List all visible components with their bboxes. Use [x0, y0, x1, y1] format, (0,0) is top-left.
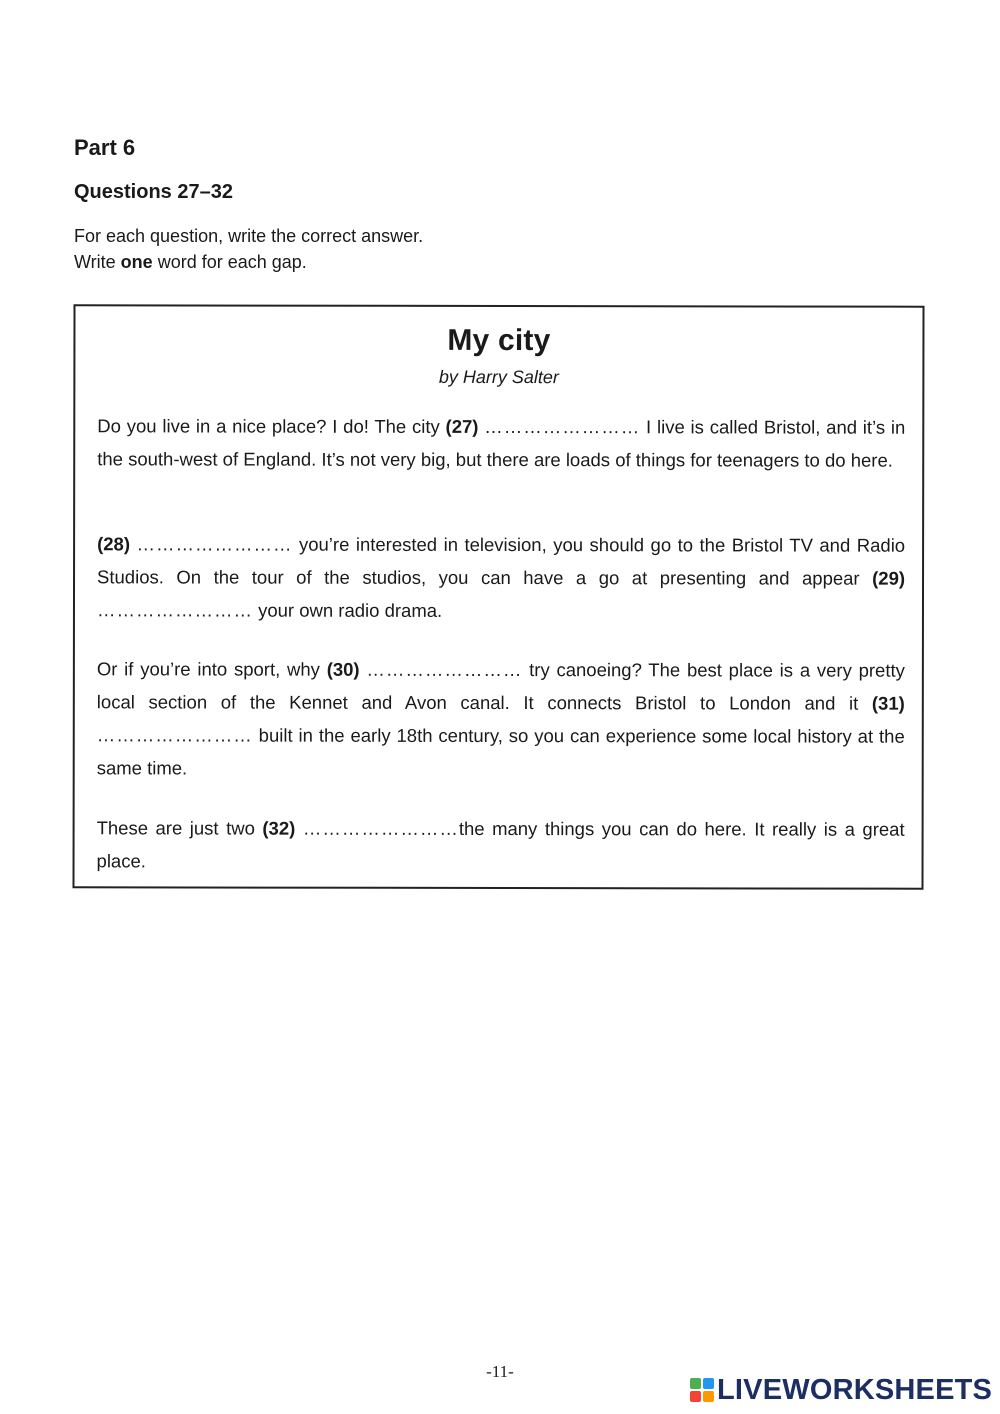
question-27-number: (27) — [445, 415, 479, 437]
question-30-number: (30) — [326, 658, 360, 680]
paragraph-2 — [97, 527, 905, 627]
paragraph-3 — [97, 652, 905, 785]
liveworksheets-logo-icon — [690, 1378, 714, 1402]
brand-name: LIVEWORKSHEETS — [717, 1373, 993, 1406]
instruction-emphasis: one — [120, 252, 153, 272]
instruction-text: word for each gap. — [152, 252, 307, 272]
passage-box — [72, 304, 924, 889]
question-31-number: (31) — [871, 692, 905, 714]
gap-28[interactable]: …………………… — [136, 533, 293, 555]
gap-30[interactable]: …………………… — [366, 658, 523, 681]
passage-byline: by Harry Salter — [438, 366, 559, 388]
paragraph-text: Or if you’re into sport, why — [96, 658, 327, 680]
gap-31[interactable]: …………………… — [96, 724, 253, 746]
paragraph-text: your own radio drama. — [252, 599, 443, 621]
instruction-text: Write — [74, 252, 121, 272]
paragraph-text: I live is called Bristol, and it’s in the south-west of England. It’s not very big, but there are loads of things for teenagers to do here. — [97, 416, 906, 471]
part-title: Part 6 — [74, 135, 136, 160]
passage-title: My city — [447, 323, 551, 358]
questions-title: Questions 27–32 — [74, 181, 233, 203]
paragraph-text: try canoeing? The best place is a very pretty local section of the Kennet and Avon canal. It connects Bristol to London and it — [96, 659, 905, 714]
logo-square-green — [690, 1378, 701, 1389]
paragraph-4 — [97, 811, 905, 878]
gap-29[interactable]: …………………… — [96, 599, 253, 621]
instruction-line-1: For each question, write the correct answer. — [74, 226, 424, 246]
liveworksheets-brand[interactable] — [690, 1374, 992, 1406]
logo-square-red — [690, 1391, 701, 1402]
page-number: -11- — [486, 1362, 514, 1381]
gap-32[interactable]: …………………… — [302, 817, 459, 839]
paragraph-text: built in the early 18th century, so you can experience some local history at the same time. — [96, 724, 905, 779]
question-28-number: (28) — [97, 533, 131, 555]
gap-27[interactable]: …………………… — [484, 415, 641, 438]
question-29-number: (29) — [872, 567, 906, 589]
paragraph-text: Do you live in a nice place? I do! The city — [97, 415, 446, 437]
instruction-line-2 — [74, 249, 423, 275]
logo-square-orange — [703, 1391, 714, 1402]
logo-square-blue — [703, 1378, 714, 1389]
paragraph-1 — [97, 409, 905, 476]
paragraph-text: the many things you can do here. It really is a great place. — [96, 817, 905, 872]
question-32-number: (32) — [262, 817, 296, 839]
paragraph-text: These are just two — [96, 817, 263, 839]
instructions — [74, 223, 423, 275]
paragraph-text: you’re interested in television, you should go to the Bristol TV and Radio Studios. On the tour of the studios, you can have a go at presenting and appear — [97, 533, 906, 589]
